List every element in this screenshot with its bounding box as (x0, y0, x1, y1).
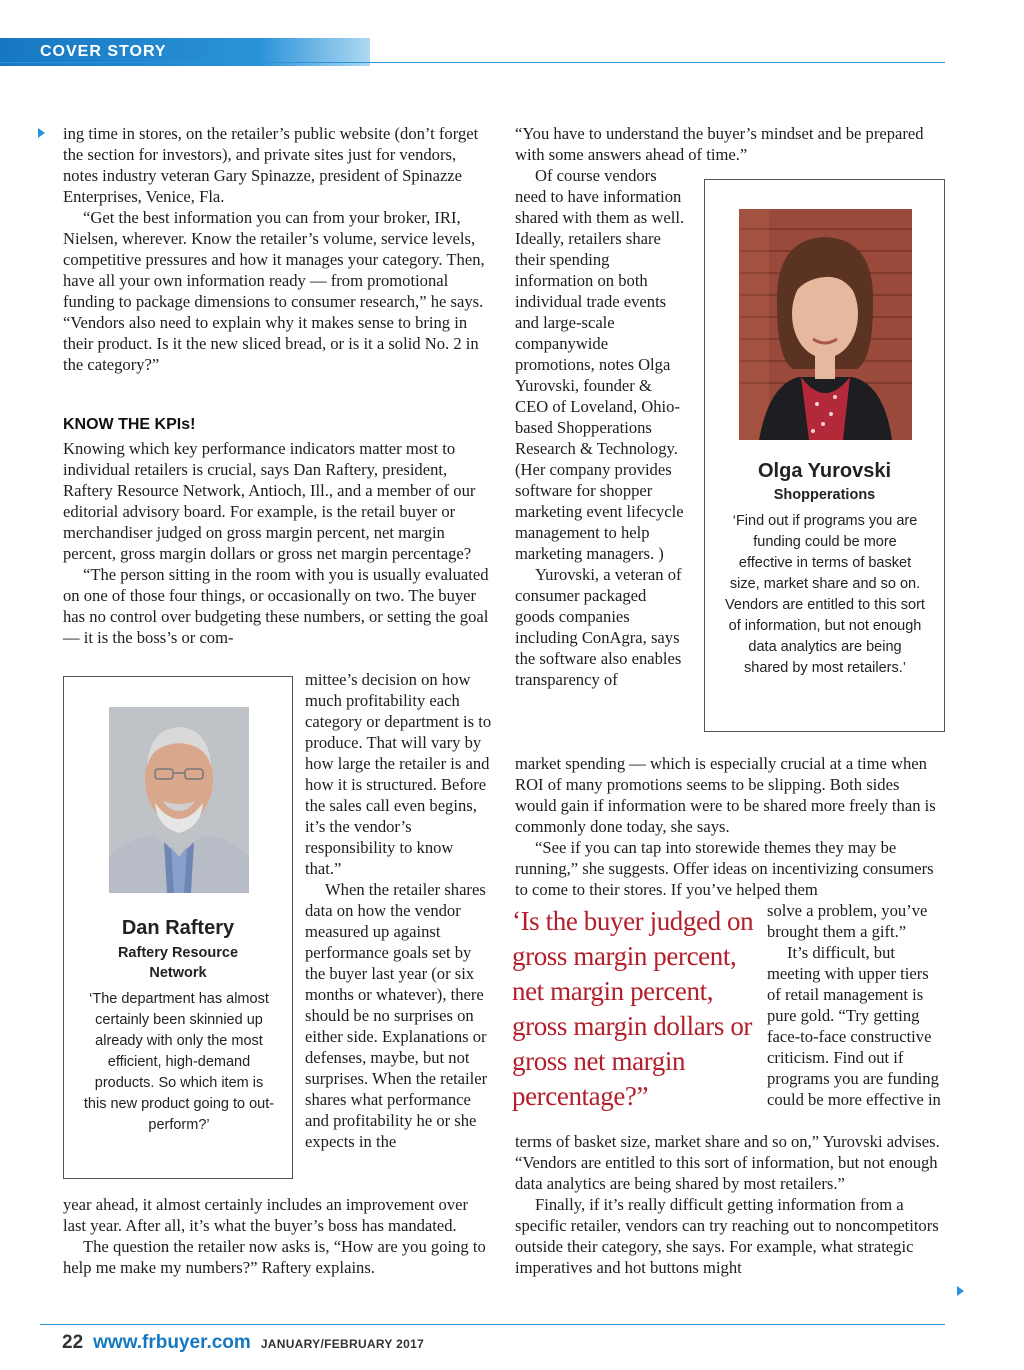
paragraph: Knowing which key performance indicators matter most to individual retailers is crucial, says Dan Raftery, president, Raftery Resource Network, Antioch, Ill., and a member of our editorial advisory board. For example, is the retail buyer or merchandiser judged on gross margin percent, net margin percent, gross margin dollars or gross net margin percentage? (63, 439, 476, 563)
column2-narrow-right (767, 900, 945, 1110)
pull-quote: ‘Is the buyer judged on gross margin percent, net margin percent, gross margin dollars or gross net margin percentage?” (512, 906, 754, 1111)
paragraph: “Get the best information you can from your broker, IRI, Nielsen, wherever. Know the retailer’s volume, service levels, competitive pressures and how it manages your category. Then, have all your own information ready — from promotional funding to package dimensions to consumer research,” he says. “Vendors also need to explain why it makes sense to bring in their product. Is it the new sliced bread, or is it a solid No. 2 in the category?” (63, 208, 485, 374)
column2-mid (515, 753, 945, 900)
paragraph: solve a problem, you’ve brought them a gift.” (767, 901, 928, 941)
paragraph: “See if you can tap into storewide themes they may be running,” she suggests. Offer ideas on incentivizing consumers to come to their stores. If you’ve helped them (515, 838, 934, 899)
header-rule (0, 62, 945, 63)
sidebar-yurovski (704, 179, 945, 732)
paragraph: Finally, if it’s really difficult getting information from a specific retailer, vendors can try reaching out to noncompetitors outside their category, she says. For example, what strategic imperatives and hot buttons might (515, 1195, 939, 1277)
paragraph: terms of basket size, market share and so on,” Yurovski advises. “Vendors are entitled to this sort of information, but not enough data analytics are being shared by most retailers.” (515, 1132, 940, 1193)
paragraph: year ahead, it almost certainly includes an improvement over last year. After all, it’s what the buyer’s boss has mandated. (63, 1195, 469, 1235)
column2-top (515, 123, 945, 165)
paragraph: When the retailer shares data on how the vendor measured up against performance goals set by the buyer last year (or six months or whatever), there should be no surprises on either side. Explanations or defenses, maybe, but not surprises. When the retailer shares what performance and profitability he or she expects in the (305, 880, 488, 1151)
section-label: COVER STORY (40, 43, 167, 60)
website-url[interactable]: www.frbuyer.com (93, 1332, 251, 1353)
paragraph: Yurovski, a veteran of consumer packaged goods companies including ConAgra, says the software also enables transparency of (515, 565, 682, 689)
paragraph: Of course vendors need to have information shared with them as well. Ideally, retailers share their spending information on both individual trade events and large-scale companywide promotions, notes Olga Yurovski, founder & CEO of Loveland, Ohio-based Shopperations Research & Technology. (Her company provides software for shopper marketing event lifecycle management to help marketing managers. ) (515, 166, 685, 563)
raftery-quote: ‘The department has almost certainly been skinnied up already with only the most efficient, high-demand products. So which item is this new product going to out-perform?’ (83, 991, 275, 1133)
paragraph: ing time in stores, on the retailer’s public website (don’t forget the section for investors), and private sites just for vendors, notes industry veteran Gary Spinazze, president of Spinazze Enterprises, Venice, Fla. (63, 124, 479, 206)
raftery-title-line1: Raftery Resource (117, 945, 239, 961)
column2-bottom (515, 1131, 945, 1278)
page-number: 22 (62, 1332, 84, 1353)
paragraph: market spending — which is especially crucial at a time when ROI of many promotions seems to be slipping. Both sides would gain if information were to be shared more freely than is commonly done today, she says. (515, 754, 936, 836)
continued-arrow-icon (957, 1286, 964, 1296)
footer (62, 1332, 424, 1354)
yurovski-name: Olga Yurovski (757, 460, 892, 482)
paragraph: mittee’s decision on how much profitability each category or department is to produce. That will vary by how large the retailer is and how it is structured. Before the sales call even begins, it’s the vendor’s responsibility to know that.” (305, 670, 492, 878)
paragraph: The question the retailer now asks is, “How are you going to help me make my numbers?” Raftery explains. (63, 1237, 486, 1277)
footer-rule (40, 1324, 945, 1325)
raftery-title-line2: Network (149, 965, 207, 981)
yurovski-title: Shopperations (773, 487, 876, 503)
issue-date: JANUARY/FEBRUARY 2017 (260, 1337, 425, 1351)
column2-narrow (515, 165, 685, 690)
sidebar-raftery (63, 676, 293, 1179)
paragraph: “You have to understand the buyer’s mindset and be prepared with some answers ahead of time.” (515, 124, 924, 164)
continued-from-arrow-icon (38, 128, 45, 138)
yurovski-photo (739, 209, 912, 440)
paragraph: It’s difficult, but meeting with upper tiers of retail management is pure gold. “Try getting face-to-face constructive criticism. Find out if programs you are funding could be more effective in (767, 943, 941, 1109)
column1-mid (63, 438, 493, 648)
column1-top (63, 123, 493, 375)
raftery-photo (109, 707, 249, 893)
raftery-name: Dan Raftery (121, 917, 235, 939)
column1-bottom (63, 1194, 493, 1278)
column1-narrow (305, 669, 493, 1152)
subhead-kpis: KNOW THE KPIs! (63, 416, 196, 433)
paragraph: “The person sitting in the room with you is usually evaluated on one of those four things, or occasionally on two. The buyer has no control over budgeting these numbers, or setting the goal — it is the boss’s or com- (63, 565, 489, 647)
yurovski-quote: ‘Find out if programs you are funding could be more effective in terms of basket size, market share and so on. Vendors are entitled to this sort of information, but not enough data analytics are being shared by most retailers.’ (725, 513, 925, 676)
